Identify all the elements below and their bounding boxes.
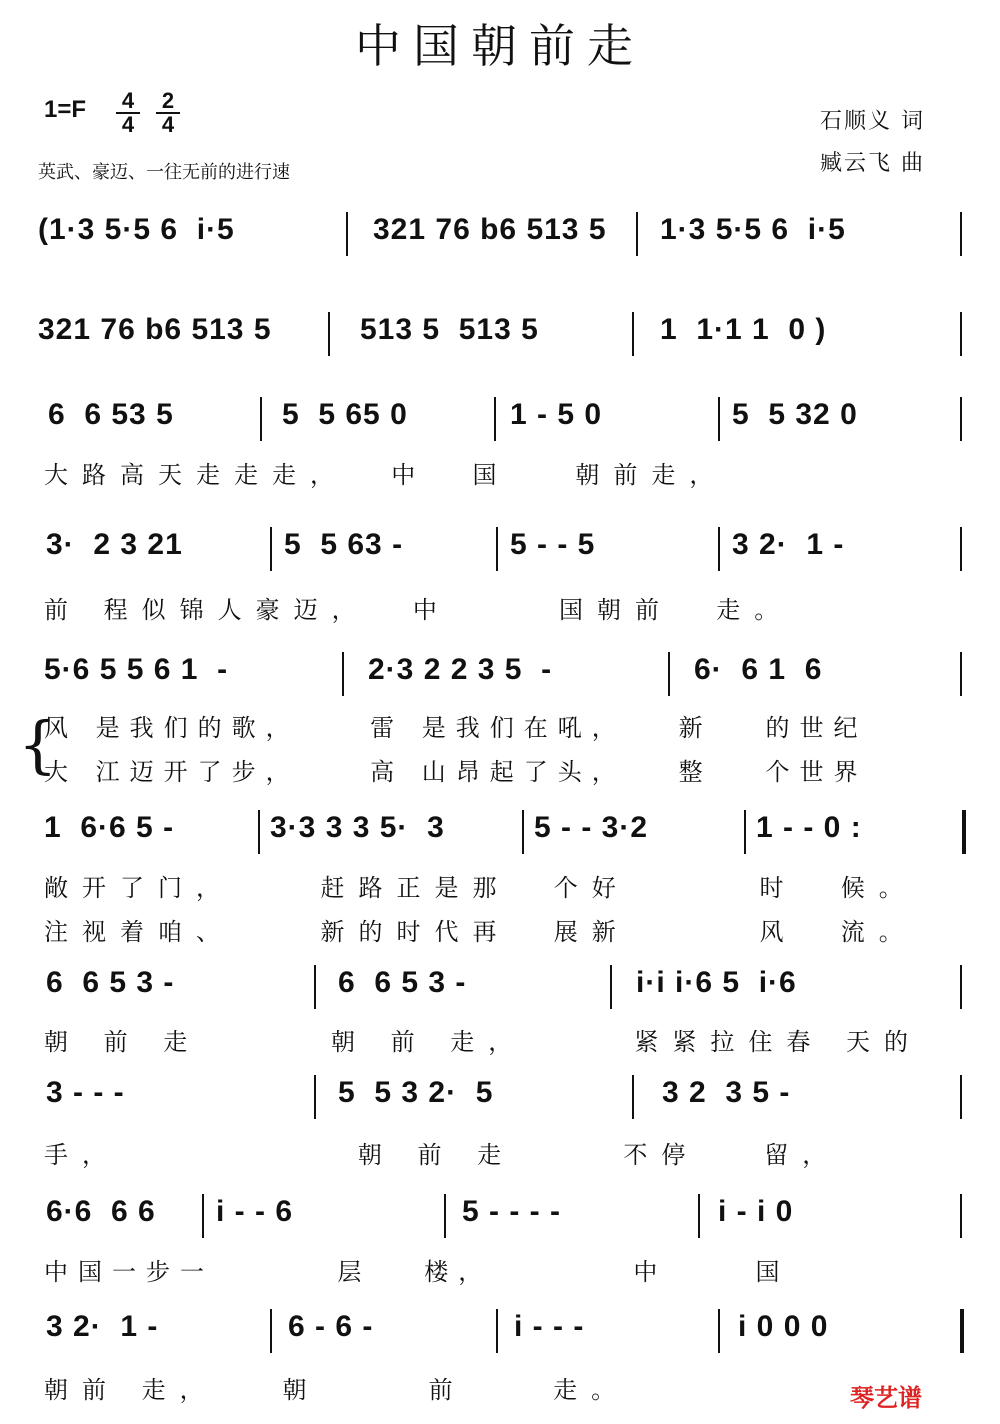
staff-row-7 [38,953,973,1013]
bar-line [342,652,344,696]
bar-line [314,965,316,1009]
lyric-line-4 [38,752,973,786]
bar-line [632,312,634,356]
measure: i 0 0 0 [738,1310,829,1343]
staff-row-6 [38,798,973,858]
measure: i - - - [514,1310,585,1343]
bar-line [960,1075,962,1119]
bar-line [346,212,348,256]
measure: 6 6 5 3 - [338,966,467,999]
bar-line [636,212,638,256]
bar-line [522,810,524,854]
bar-line [960,212,962,256]
measure: 5 - - 5 [510,528,596,561]
key-signature: 1=F [44,96,87,123]
lyric-text: 手， 朝 前 走 不停 留， [44,1141,841,1169]
staff-row-2 [38,300,973,360]
site-watermark-logo: 琴艺谱 [850,1384,922,1412]
composer-credit: 臧云飞 曲 [820,151,925,176]
time-signature-numerator: 2 [161,88,175,113]
bar-line [270,1309,272,1353]
bar-line [444,1194,446,1238]
measure: 1·3 5·5 6 i·5 [660,213,846,246]
measure: 1 1·1 1 0 ) [660,313,827,346]
bar-line [960,965,962,1009]
measure: 5 5 65 0 [282,398,408,431]
bar-line [718,1309,720,1353]
bar-line [202,1194,204,1238]
lyric-line-10 [38,1370,973,1404]
measure: 513 5 513 5 [360,313,539,346]
staff-row-8 [38,1063,973,1123]
measure: 2·3 2 2 3 5 - [368,653,553,686]
measure: 5·6 5 5 6 1 - [44,653,229,686]
staff-row-5 [38,640,973,700]
repeat-bar-line [962,810,966,854]
bar-line [496,1309,498,1353]
lyricist-credit: 石顺义 词 [820,109,925,134]
measure: 321 76 b6 513 5 [38,313,272,346]
measure: i - - 6 [216,1195,294,1228]
time-signature-2-4 [156,90,180,136]
measure: 5 - - 3·2 [534,811,649,844]
bar-line [960,397,962,441]
measure: 3· 2 3 21 [46,528,183,561]
lyric-line-6 [38,912,973,946]
bar-line [632,1075,634,1119]
lyric-text: 敞开了门， 赶路正是那 个好 时 候。 [44,874,917,902]
time-signature-denominator: 4 [156,112,180,136]
measure: 6· 6 1 6 [694,653,823,686]
lyric-text: 中国一步一 层 楼， 中 国 [44,1258,790,1286]
bar-line [718,527,720,571]
lyric-line-1 [38,455,973,489]
bar-line [494,397,496,441]
measure: 1 - - 0 : [756,811,862,844]
time-signature-denominator: 4 [116,112,140,136]
measure: 3 2· 1 - [46,1310,159,1343]
bar-line [960,527,962,571]
lyric-text: 大 江迈开了步， 高 山昂起了头， 整 个世界 [44,758,868,786]
lyric-text: 朝 前 走 朝 前 走， 紧紧拉住春 天的 [44,1028,923,1056]
bar-line [668,652,670,696]
lyric-line-8 [38,1135,973,1169]
lyric-line-9 [38,1252,973,1286]
measure: 5 - - - - [462,1195,561,1228]
measure: 6 6 5 3 - [46,966,175,999]
bar-line [718,397,720,441]
lyric-text: 风 是我们的歌， 雷 是我们在吼， 新 的世纪 [44,714,868,742]
bar-line [314,1075,316,1119]
measure: 5 5 3 2· 5 [338,1076,494,1109]
bar-line [258,810,260,854]
bar-line [328,312,330,356]
bar-line [260,397,262,441]
bar-line [960,1194,962,1238]
measure: 6·6 6 6 [46,1195,156,1228]
measure: 6 6 53 5 [48,398,174,431]
bar-line [744,810,746,854]
measure: 3 2 3 5 - [662,1076,791,1109]
measure: 5 5 63 - [284,528,404,561]
lyric-text: 大路高天走走走， 中 国 朝前走， [44,461,728,489]
measure: 3 - - - [46,1076,125,1109]
lyric-line-2 [38,590,973,624]
time-signature-numerator: 4 [121,88,135,113]
bar-line [270,527,272,571]
measure: i - i 0 [718,1195,794,1228]
lyric-line-3 [38,708,973,742]
measure: 3 2· 1 - [732,528,845,561]
staff-row-9 [38,1182,973,1242]
measure: (1·3 5·5 6 i·5 [38,213,235,246]
staff-row-4 [38,515,973,575]
lyric-text: 前 程似锦人豪迈， 中 国朝前 走。 [44,596,793,624]
measure: 1 - 5 0 [510,398,603,431]
staff-row-10 [38,1297,973,1357]
bar-line [698,1194,700,1238]
lyric-text: 朝前 走， 朝 前 走。 [44,1376,630,1404]
tempo-marking: 英武、豪迈、一往无前的进行速 [38,162,290,183]
bar-line [960,312,962,356]
lyric-line-7 [38,1022,973,1056]
verse-brace: { [18,708,58,781]
lyric-line-5 [38,868,973,902]
staff-row-1 [38,200,973,260]
measure: 1 6·6 5 - [44,811,175,844]
measure: 3·3 3 3 5· 3 [270,811,445,844]
bar-line [610,965,612,1009]
measure: 5 5 32 0 [732,398,858,431]
staff-row-3 [38,385,973,445]
measure: i·i i·6 5 i·6 [636,966,797,999]
bar-line [960,652,962,696]
measure: 6 - 6 - [288,1310,374,1343]
bar-line [496,527,498,571]
page-title: 中国朝前走 [355,19,645,73]
final-bar-line [960,1309,964,1353]
lyric-text: 注视着咱、 新的时代再 展新 风 流。 [44,918,917,946]
measure: 321 76 b6 513 5 [373,213,607,246]
time-signature-4-4 [116,90,140,136]
